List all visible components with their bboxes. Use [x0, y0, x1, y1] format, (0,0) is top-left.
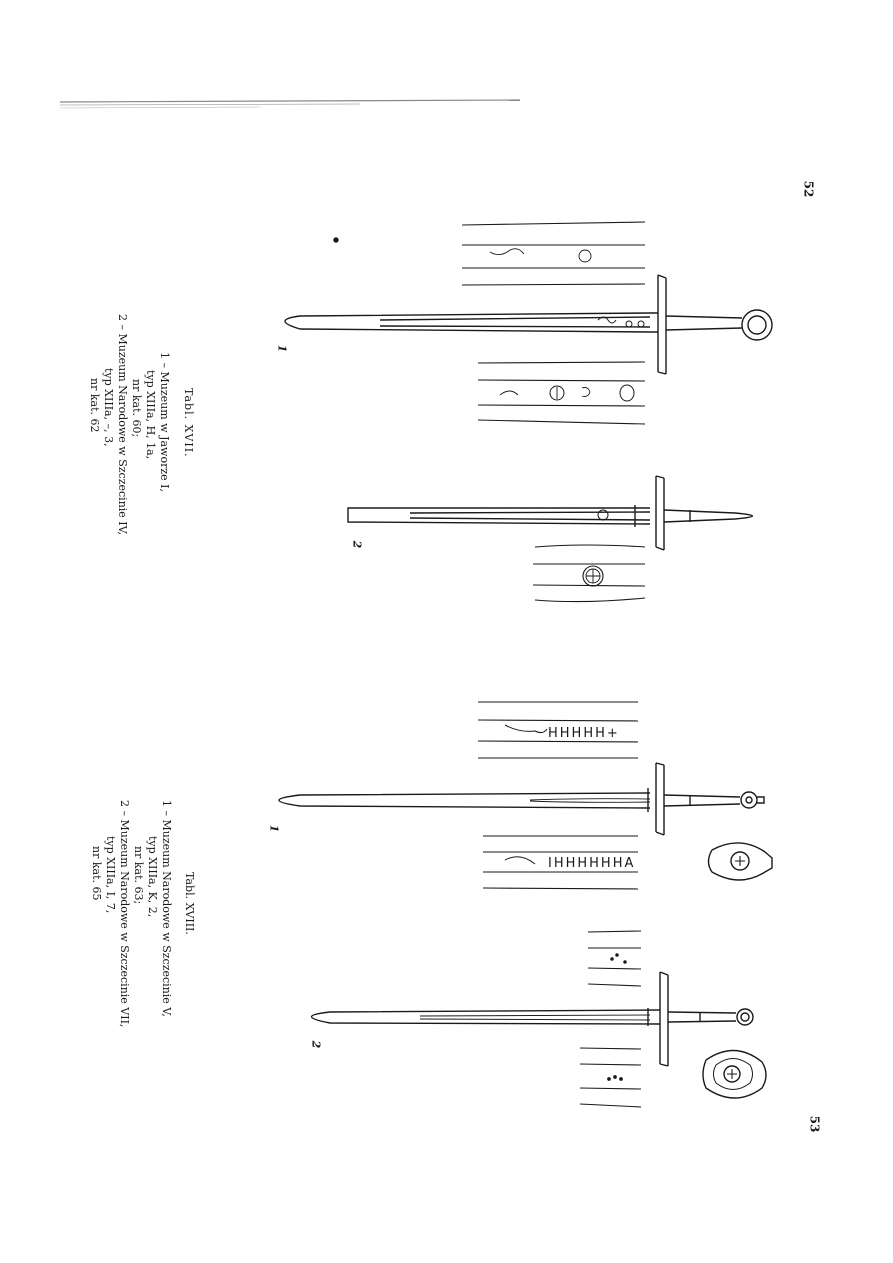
plate18-caption-line-3: nr kat. 63;	[132, 846, 145, 905]
plate17-caption-line-3: nr kat. 60;	[130, 379, 143, 438]
plate17-fig1-label: 1	[275, 344, 289, 353]
plate17-title: Tabl. XVII.	[182, 388, 195, 458]
p17-sword1	[285, 275, 772, 374]
p17-sword1-inscription-bottom	[478, 362, 645, 424]
plate18-fig2-label: 2	[309, 1040, 323, 1049]
plate18-caption-line-5: typ XIIIa, I, 7,	[104, 836, 117, 914]
plate18-caption-line-4: 2 – Muzeum Narodowe w Szczecinie VII,	[118, 800, 131, 1028]
p18-sword2-pommel-detail	[703, 1050, 766, 1098]
plate17-caption-line-1: 1 – Muzeum w Jaworze I,	[158, 352, 171, 492]
plate17-caption-line-6: nr kat. 62	[88, 378, 101, 433]
p17-sword2-inscription	[533, 545, 645, 602]
p18-inscription-a: HHHHH+	[548, 726, 620, 741]
p18-sword1	[279, 763, 764, 835]
plate18-fig1-label: 1	[267, 824, 281, 833]
p18-inscription-b: IHHHHHHA	[548, 856, 636, 871]
plate17-caption-line-4: 2 – Muzeum Narodowe w Szczecinie IV,	[116, 314, 129, 536]
plate18-caption-line-1: 1 – Muzeum Narodowe w Szczecinie V,	[160, 800, 173, 1017]
plate18-title: Tabl. XVIII.	[183, 872, 196, 935]
plate17-caption-line-2: typ XIIIa, H, 1a,	[144, 370, 157, 460]
p17-sword1-inscription-top	[462, 222, 645, 285]
p18-sword2	[312, 972, 754, 1066]
plate18-caption-line-2: typ XIIIa, K, 2,	[146, 836, 159, 918]
p18-sword2-inscription-bottom	[580, 1048, 641, 1107]
plate17-fig2-label: 2	[350, 540, 364, 549]
p18-sword1-pommel-detail	[709, 843, 773, 880]
p17-sword2	[348, 476, 753, 550]
page-number-top: 52	[801, 180, 816, 198]
page-number-bottom: 53	[807, 1115, 822, 1133]
plate18-caption-line-6: nr kat. 65	[90, 846, 103, 901]
plate17-caption-line-5: typ XIIIa, –, 3,	[102, 368, 115, 447]
ink-speck	[334, 238, 338, 242]
p18-sword2-inscription-top	[588, 931, 641, 986]
